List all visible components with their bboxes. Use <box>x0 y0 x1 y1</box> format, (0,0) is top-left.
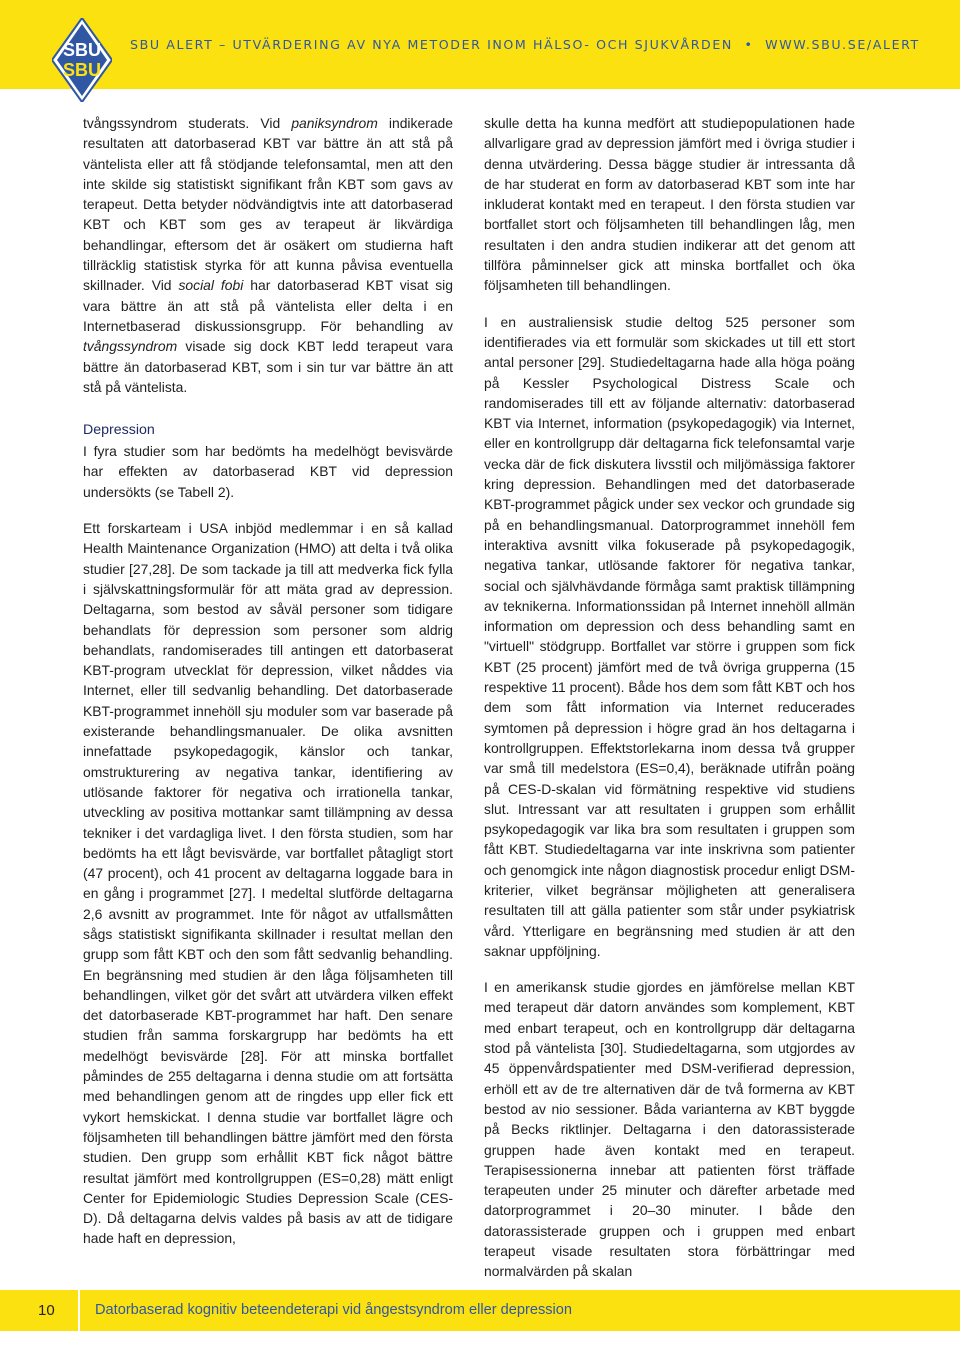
section-heading: Depression <box>83 422 155 439</box>
footer-divider <box>78 1290 80 1331</box>
text-run: visade sig dock KBT ledd terapeut vara bättre än datorbaserad KBT, som i sin tur var bättre än att stå på väntelista. <box>83 338 453 395</box>
left-paragraph-2: I fyra studier som har bedömts ha medelhögt bevisvärde har effekten av datorbaserad KBT vid depression undersökts (se Tabell 2). <box>83 443 453 500</box>
text-run: tvångssyndrom studerats. Vid <box>83 115 292 131</box>
text-run: indikerade resultaten att datorbaserad KBT var bättre än att stå på väntelista eller att få stödjande telefonsamtal, men att den inte skilde sig statistiskt signifikant från KBT som gavs av terapeut. Detta betyder nödvändigtvis inte att datorbaserad KBT och KBT som ges av terapeut är likvärdiga behandlingar, eftersom det är osäkert om studierna haft tillräcklig statistisk styrka för att kunna påvisa eventuella skillnader. Vid <box>83 115 453 294</box>
header-title-text: SBU ALERT – UTVÄRDERING AV NYA METODER INOM HÄLSO- OCH SJUKVÅRDEN <box>130 37 733 52</box>
right-paragraph-2: I en australiensisk studie deltog 525 personer som identifierades via ett formulär som skickades ut till ett stort antal personer [29]. Studiedeltagarna hade alla höga poäng på Kessler Psychological Distress Scale och randomiserades till ett av följande alternativ: datorbaserad KBT via Internet, information (psykopedagogik) via Internet, eller en kontrollgrupp där deltagarna fick telefonsamtal varje vecka där de fick diskutera livsstil och miljömässiga faktorer kring depression. Behandlingen med det datorbaserade KBT-programmet pågick under sex veckor och grundade sig på en behandlingsmanual. Datorprogrammet innehöll fem interaktiva avsnitt vilka fokuserade på psykopedagogik, negativa tankar, utlösande faktorer för negativa tankar, social och självhävdande förmåga samt praktisk tillämpning av teknikerna. Informationssidan på Internet innehöll allmän information om depression och dess behandling samt en "virtuell" stödgrupp. Bortfallet var större i gruppen som fick KBT (25 procent) jämfört med de två övriga grupperna (15 respektive 11 procent). Både hos dem som fått KBT och hos dem som fått information via Internet reducerades symtomen på depression i högre grad än hos deltagarna i kontrollgruppen. Effektstorlekarna inom dessa två grupper var små till medelstora (ES=0,4), beräknade utifrån poäng på CES-D-skalan vid förmätning respektive vid studiens slut. Intressant var att resultaten i gruppen som erhållit psykopedagogik var lika bra som resultaten i gruppen som fått KBT. Studiedeltagarna var inte inskrivna som patienter och genomgick inte någon diagnostisk procedur enligt DSM-kriterier, vilket begränsar möjligheten att generalisera resultaten till att gälla patienter som står under psykiatrisk vård. Ytterligare en begränsning med studien är att den saknar uppföljning. <box>484 313 855 959</box>
left-paragraph-3: Ett forskarteam i USA inbjöd medlemmar i en så kallad Health Maintenance Organization (HMO) att delta i två olika studier [27,28]. De som tackade ja till att medverka fick fylla i självskattningsformulär för att mäta grad av depression. Deltagarna, som bestod av såväl personer som tidigare behandlats för depression som personer som aldrig behandlats, randomiserades till antingen ett datorbaserat KBT-program utvecklat för depression, vilket nåddes via Internet, eller till sedvanlig behandling. Det datorbaserade KBT-programmet innehöll sju moduler som var baserade på existerande behandlingsmanualer. De olika avsnitten innefattade psykopedagogik, känslor och tankar, omstrukturering av negativa tankar, identifiering av utlösande faktorer för negativa och irrationella tankar, utveckling av positiva mottankar samt tillämpning av dessa tekniker i det vardagliga livet. I den första studien, som har bedömts ha ett lågt bevisvärde, var bortfallet påtagligt stort (47 procent), och 41 procent av deltagarna loggade bara in en gång i programmet [27]. I medeltal slutförde deltagarna 2,6 avsnitt av programmet. Inte för något av utfallsmåtten sågs statistiskt signifikanta skillnader i resultat mellan den grupp som fått KBT och den som fått sedvanlig behandling. En begränsning med studien är den låga följsamheten till behandlingen, vilket gör det svårt att utvärdera vilken effekt det datorbaserade KBT-programmet har haft. Den senare studien från samma forskargrupp har bedömts ha ett medelhögt bevisvärde [28]. För att minska bortfallet påmindes de 255 deltagarna i denna studie om att fortsätta med behandlingen genom att de ringdes upp eller fick ett vykort hemskickat. I denna studie var bortfallet lägre och följsamheten till behandlingen bättre jämfört med den första studien. Den grupp som erhållit KBT fick något bättre resultat jämfört med kontrollgruppen (ES=0,28) mätt enligt Center for Epidemiologic Studies Depression Scale (CES-D). Då deltagarna delvis valdes på basis av att de tidigare hade haft en depression, <box>83 520 453 1247</box>
italic-term: social fobi <box>178 277 244 294</box>
logo-text-bottom: SBU <box>62 60 102 80</box>
header-website-link[interactable]: WWW.SBU.SE/ALERT <box>765 37 920 52</box>
right-column <box>484 113 855 1298</box>
footer-title: Datorbaserad kognitiv beteendeterapi vid ångestsyndrom eller depression <box>95 1302 573 1318</box>
sbu-logo <box>52 18 112 102</box>
italic-term: tvångssyndrom <box>83 338 178 355</box>
text-run: har datorbaserad KBT visat sig vara bättre än att stå på väntelista eller delta i en Internetbaserad diskussionsgrupp. För behandling av <box>83 277 453 334</box>
left-paragraph-1 <box>83 113 453 397</box>
header-separator: • <box>744 37 754 52</box>
right-paragraph-3: I en amerikansk studie gjordes en jämförelse mellan KBT med terapeut där datorn användes som komplement, KBT med enbart terapeut, och en kontrollgrupp där deltagarna stod på väntelista [30]. Studiedeltagarna, som utgjordes av 45 öppenvårdspatienter med DSM-verifierad depression, erhöll ett av de tre alternativen där de två formerna av KBT bestod av nio sessioner. Båda varianterna av KBT byggde på Becks riktlinjer. Deltagarna i den datorassisterade gruppen hade även kontakt med en terapeut. Terapisessionerna innebar att patienten först träffade terapeuten under 25 minuter och därefter arbetade med datorprogrammet i 20–30 minuter. I både den datorassisterade gruppen och i gruppen med enbart terapeut visade resultaten stora förbättringar med normalvärden på skalan <box>484 979 855 1280</box>
header-title <box>130 37 920 52</box>
left-column <box>83 113 453 1265</box>
page-number: 10 <box>38 1302 55 1319</box>
italic-term: paniksyndrom <box>291 115 378 131</box>
logo-text-top: SBU <box>62 40 102 60</box>
right-paragraph-1: skulle detta ha kunna medfört att studiepopulationen hade allvarligare grad av depression jämfört med i övriga studier i denna utvärdering. Dessa bägge studier är intressanta då de har studerat en form av datorbaserad KBT som inte har inkluderat kontakt med en terapeut. I den första studien var bortfallet stort och följsamheten till behandlingen låg, men resultaten i den andra studien indikerar att det genom att tillföra påminnelser gick att minska bortfallet och öka följsamheten till behandlingen. <box>484 115 855 294</box>
